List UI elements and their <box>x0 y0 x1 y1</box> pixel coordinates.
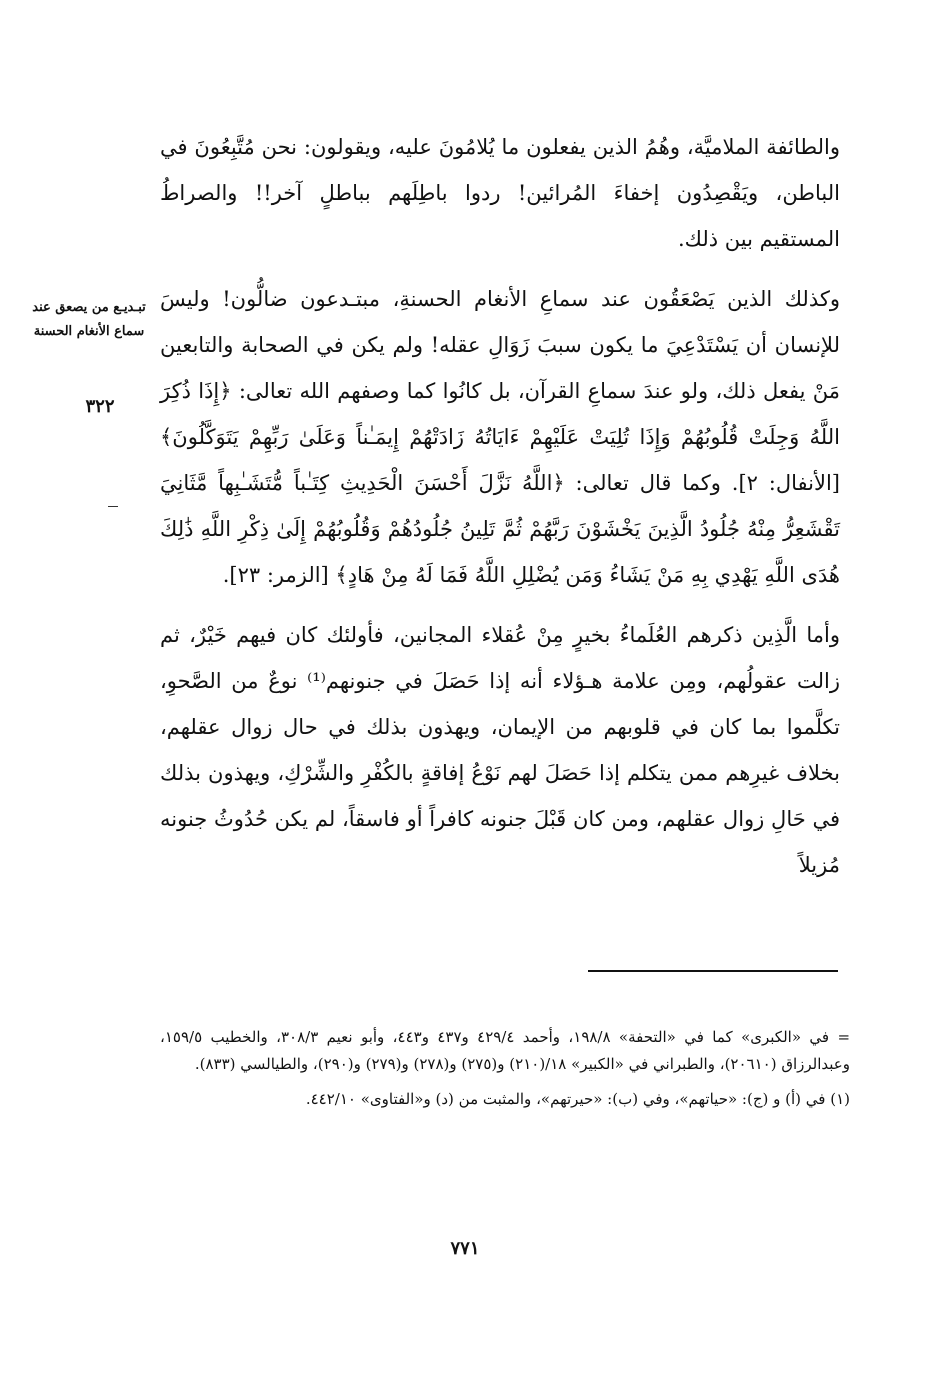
footnote-divider <box>588 970 838 972</box>
page-number: ٧٧١ <box>450 1238 480 1259</box>
margin-number: ٣٢٢ <box>85 396 115 417</box>
margin-dash <box>108 506 118 507</box>
footnote-continued: = في «الكبرى» كما في «التحفة» ١٩٨/٨، وأحمد ٤٢٩/٤ و٤٣٧ و٤٤٣، وأبو نعيم ٣٠٨/٣، والخطيب ١٥٩/٥، وعبدالرزاق (٢٠٦١٠)، والطبراني في «الكبير» ١٨/(٢١٠) و(٢٧٥) و(٢٧٨) و(٢٧٩) و(٢٩٠)، والطيالسي (٨٣٣). <box>160 1028 851 1073</box>
paragraph-1: والطائفة الملاميَّة، وهُمُ الذين يفعلون ما يُلامُونَ عليه، ويقولون: نحن مُتَّبِعُونَ في الباطن، ويَقْصِدُون إخفاءَ المُرائين! ردوا باطِلَهم بباطلٍ آخر!! والصراطُ المستقيم بين ذلك. <box>160 135 840 251</box>
main-text <box>160 124 840 888</box>
paragraph-3: وأما الَّذِين ذكرهم العُلَماءُ بخيرٍ مِنْ عُقلاء المجانين، فأولئك كان فيهم خَيْرٌ، ثم زالت عقولُهم، ومِن علامة هـؤلاء أنه إذا حَصَلَ في جنونهم⁽¹⁾ نوعٌ من الصَّحوِ، تكلَّموا بما كان في قلوبهم من الإيمان، ويهذون بذلك في حال زوال عقلهم، بخلاف غيرِهم ممن يتكلم إذا حَصَلَ لهم نَوْعُ إفاقةٍ بالكُفْرِ والشِّرْكِ، ويهذون بذلك في حَالِ زوال عقلهم، ومن كان قَبْلَ جنونه كافراً أو فاسقاً، لم يكن حُدُوثُ جنونه مُزيلاً <box>160 623 840 877</box>
footnote-1: (١) في (أ) و (ج): «حياتهم»، وفي (ب): «حيرتهم»، والمثبت من (د) و«الفتاوى» ٤٤٢/١٠. <box>305 1090 850 1108</box>
paragraph-2: وكذلك الذين يَصْعَقُون عند سماعِ الأنغام الحسنةِ، مبتـدعون ضالُّون! وليسَ للإنسان أن يَسْتَدْعِيَ ما يكون سببَ زَوَالِ عقله! ولم يكن في الصحابة والتابعين مَنْ يفعل ذلك، ولو عندَ سماعِ القرآن، بل كانُوا كما وصفهم الله تعالى: ﴿إِذَا ذُكِرَ اللَّهُ وَجِلَتْ قُلُوبُهُمْ وَإِذَا تُلِيَتْ عَلَيْهِمْ ءَايَاتُهُ زَادَتْهُمْ إِيمَـٰناً وَعَلَىٰ رَبِّهِمْ يَتَوَكَّلُونَ﴾ [الأنفال: ٢]. وكما قال تعالى: ﴿اللَّهُ نَزَّلَ أَحْسَنَ الْحَدِيثِ كِتَـٰباً مُّتَشَـٰبِهاً مَّثَانِيَ تَقْشَعِرُّ مِنْهُ جُلُودُ الَّذِينَ يَخْشَوْنَ رَبَّهُمْ ثُمَّ تَلِينُ جُلُودُهُمْ وَقُلُوبُهُمْ إِلَىٰ ذِكْرِ اللَّهِ ذَٰلِكَ هُدَى اللَّهِ يَهْدِي بِهِ مَنْ يَشَاءُ وَمَن يُضْلِلِ اللَّهُ فَمَا لَهُ مِنْ هَادٍ﴾ [الزمر: ٢٣]. <box>160 287 840 587</box>
footnotes <box>160 1024 850 1113</box>
margin-note: تبـديـع من يصعق عند سماع الأنغام الحسنة <box>32 300 146 339</box>
